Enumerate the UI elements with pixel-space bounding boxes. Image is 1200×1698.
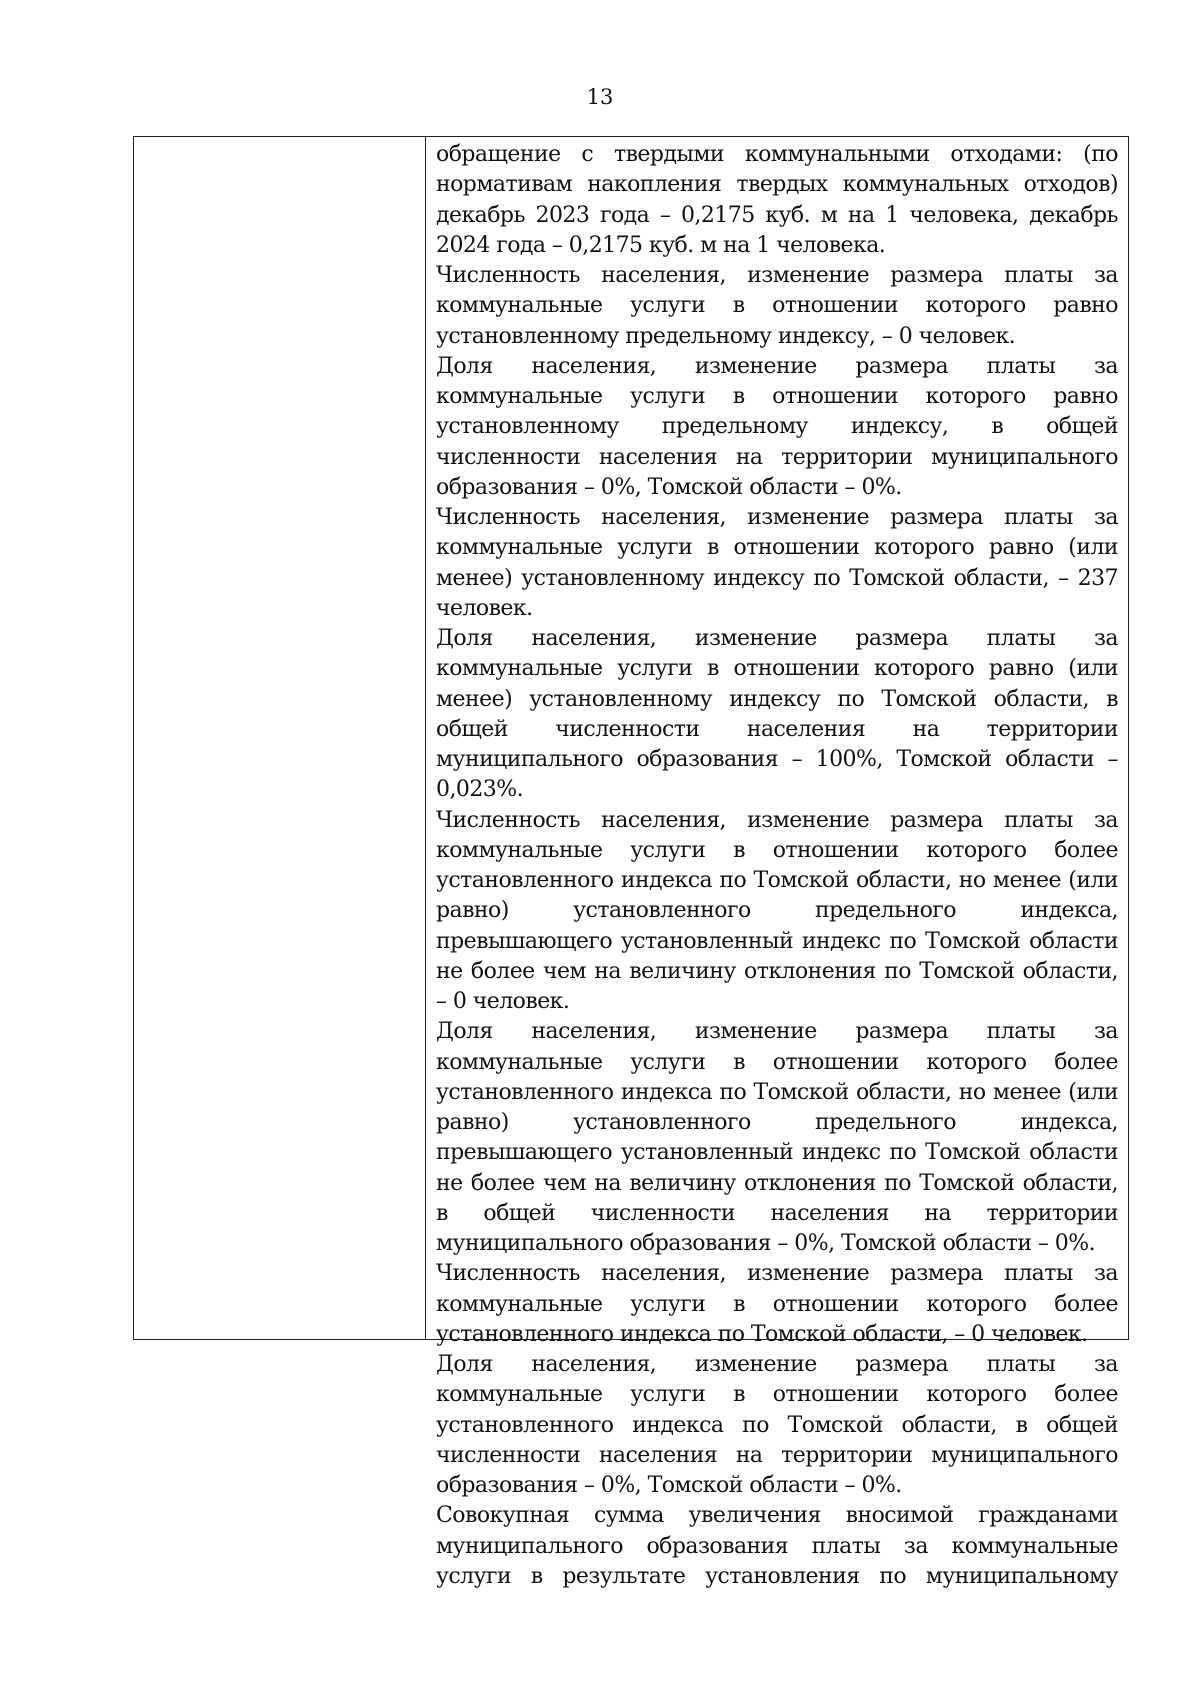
- page-number: 13: [586, 85, 614, 109]
- paragraph-population-equal-or-less-index: Численность населения, изменение размера платы за коммунальные услуги в отношении которого равно (или менее) установленному индексу по Томской области, – 237 человек.: [436, 505, 1118, 621]
- content-table: [133, 136, 1129, 1589]
- paragraph-share-above-index-within-deviation: Доля населения, изменение размера платы за коммунальные услуги в отношении которого более установленного индекса по Томской области, но менее (или равно) установленного предельного индекса, превышающего установленный индекс по Томской области не более чем на величину отклонения по Томской области, в общей численности населения на территории муниципального образования – 0%, Томской области – 0%.: [436, 1019, 1118, 1256]
- paragraph-share-above-index: Доля населения, изменение размера платы за коммунальные услуги в отношении которого более установленного индекса по Томской области, в общей численности населения на территории муниципального образования – 0%, Томской области – 0%.: [436, 1352, 1118, 1498]
- table-right-cell: [426, 137, 1128, 1589]
- table-left-cell: [134, 137, 426, 1339]
- paragraph-population-equal-max-index: Численность населения, изменение размера платы за коммунальные услуги в отношении которого равно установленному предельному индексу, – 0 человек.: [436, 263, 1118, 349]
- paragraph-population-above-index-within-deviation: Численность населения, изменение размера платы за коммунальные услуги в отношении которого более установленного индекса по Томской области, но менее (или равно) установленного предельного индекса, превышающего установленный индекс по Томской области не более чем на величину отклонения по Томской области, – 0 человек.: [436, 807, 1118, 1014]
- paragraph-share-equal-or-less-index: Доля населения, изменение размера платы за коммунальные услуги в отношении которого равно (или менее) установленному индексу по Томской области, в общей численности населения на территории муниципального образования – 100%, Томской области – 0,023%.: [436, 626, 1118, 803]
- paragraph-total-increase: Совокупная сумма увеличения вносимой гражданами муниципального образования платы за коммунальные услуги в результате установления по муниципальному: [436, 1503, 1118, 1589]
- paragraph-population-above-index: Численность населения, изменение размера платы за коммунальные услуги в отношении которого более установленного индекса по Томской области, – 0 человек.: [436, 1261, 1118, 1347]
- paragraph-share-equal-max-index: Доля населения, изменение размера платы за коммунальные услуги в отношении которого равно установленному предельному индексу, в общей численности населения на территории муниципального образования – 0%, Томской области – 0%.: [436, 353, 1118, 500]
- paragraph-waste-norms: обращение с твердыми коммунальными отходами: (по нормативам накопления твердых коммунальных отходов) декабрь 2023 года – 0,2175 куб. м на 1 человека, декабрь 2024 года – 0,2175 куб. м на 1 человека.: [436, 142, 1118, 258]
